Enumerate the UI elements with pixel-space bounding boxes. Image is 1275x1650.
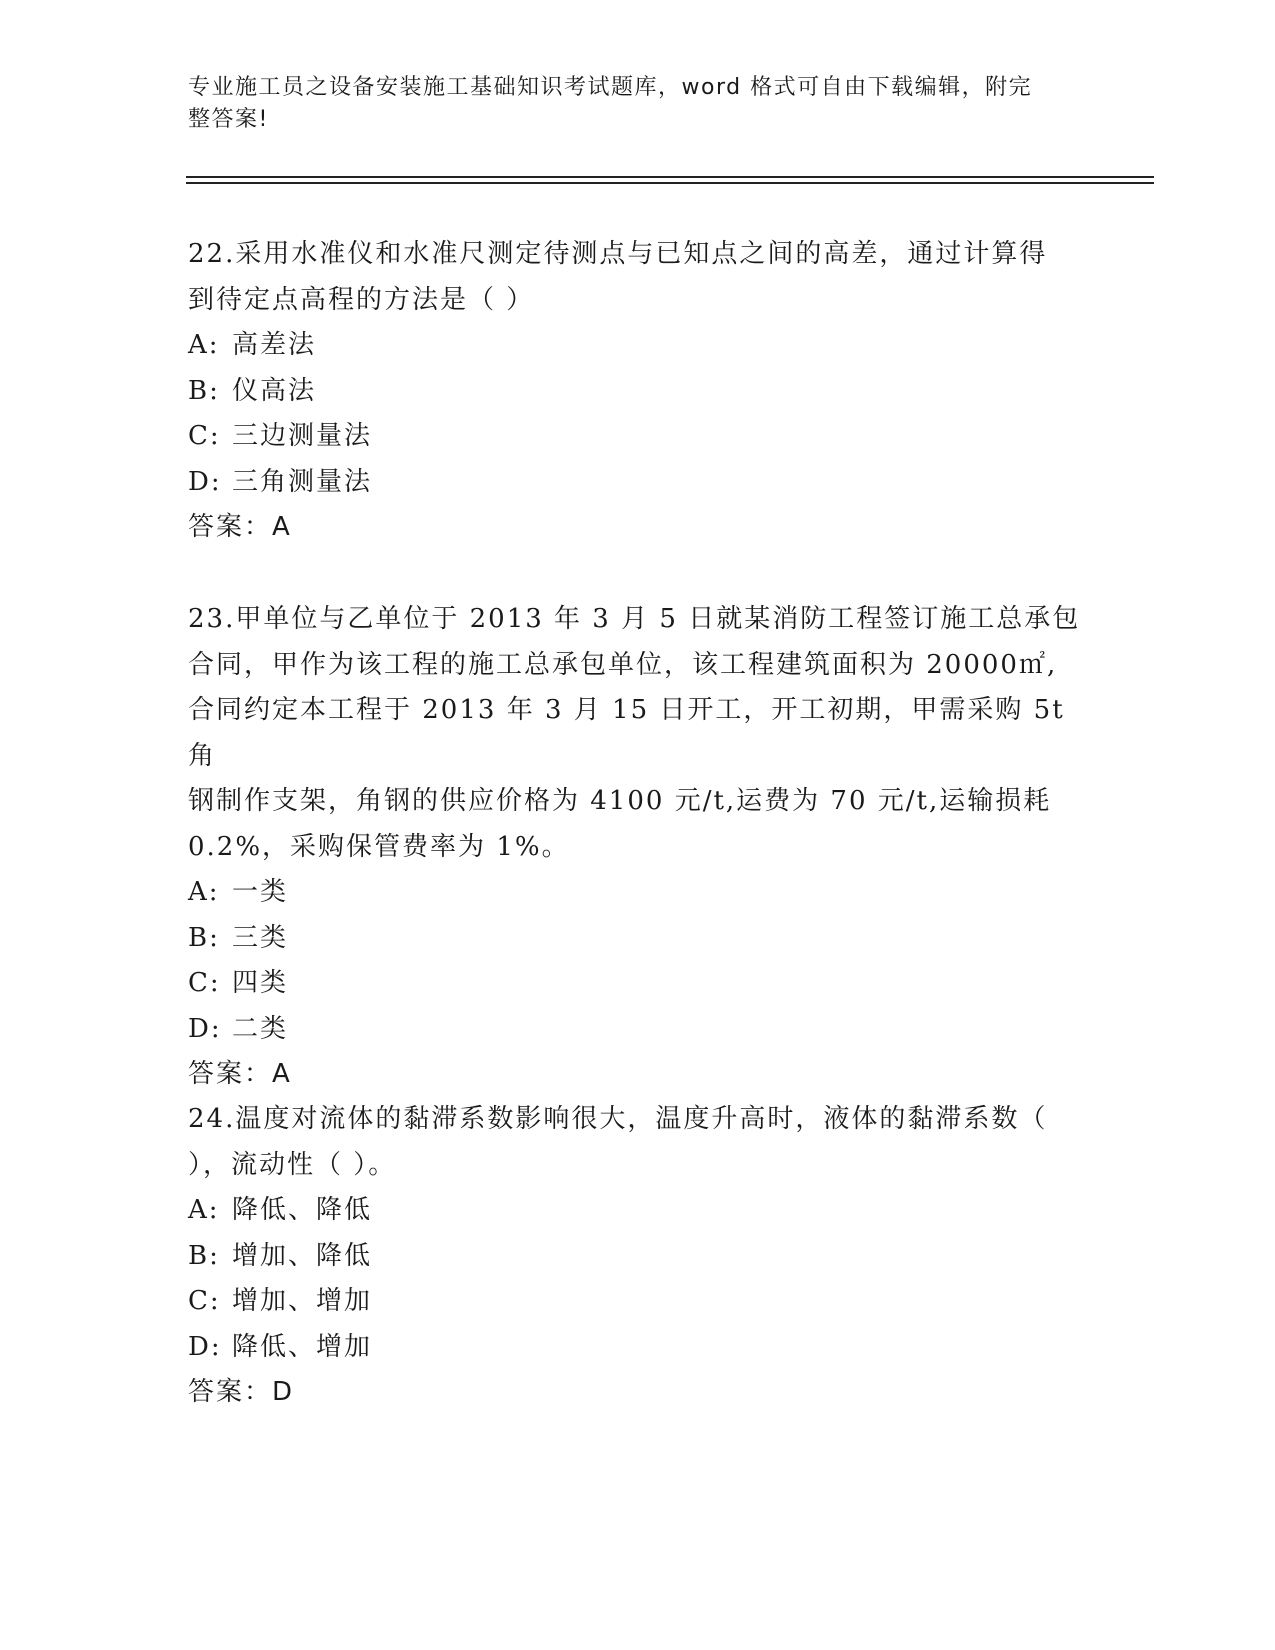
option-a (188, 323, 1088, 369)
question-stem-line: 合同，甲作为该工程的施工总承包单位，该工程建筑面积为 20000㎡, (188, 649, 1058, 680)
option-b (188, 916, 1088, 962)
header-divider-bottom (186, 182, 1154, 184)
option-letter: A: (188, 1195, 220, 1225)
option-text: 四类 (232, 968, 289, 998)
option-a (188, 1188, 1088, 1234)
option-d (188, 1325, 1088, 1371)
option-a (188, 870, 1088, 916)
option-text: 三类 (232, 922, 289, 953)
option-d (188, 460, 1088, 506)
question-stem-line: 24.温度对流体的黏滞系数影响很大，温度升高时，液体的黏滞系数（ (188, 1104, 1048, 1134)
question-stem-line: 到待定点高程的方法是（ ） (188, 284, 535, 315)
option-letter: D: (188, 1331, 222, 1362)
question-stem-line: ），流动性（ ）。 (188, 1149, 397, 1180)
option-text: 降低、增加 (232, 1331, 373, 1362)
question-stem-line: 合同约定本工程于 2013 年 3 月 15 日开工，开工初期，甲需采购 5t 角 (188, 695, 1065, 771)
option-text: 一类 (232, 877, 289, 907)
question-stem-line: 22.采用水准仪和水准尺测定待测点与已知点之间的高差，通过计算得 (188, 239, 1048, 269)
option-letter: B: (188, 922, 220, 953)
header-divider-top (186, 176, 1154, 178)
option-letter: D: (188, 1013, 222, 1044)
option-text: 二类 (232, 1013, 289, 1044)
option-text: 高差法 (232, 330, 317, 360)
option-letter: A: (188, 877, 220, 907)
option-c (188, 961, 1088, 1007)
option-b (188, 369, 1088, 415)
answer-line: 答案：A (188, 512, 292, 542)
option-text: 三角测量法 (232, 466, 373, 497)
option-c (188, 1279, 1088, 1325)
option-letter: B: (188, 1240, 220, 1271)
option-text: 仪高法 (232, 375, 317, 406)
option-text: 降低、降低 (232, 1195, 373, 1225)
option-text: 增加、增加 (232, 1286, 373, 1316)
option-d (188, 1007, 1088, 1053)
option-letter: C: (188, 1286, 221, 1316)
option-text: 增加、降低 (232, 1240, 373, 1271)
option-letter: C: (188, 421, 221, 451)
question-24 (188, 1097, 1088, 1416)
option-letter: B: (188, 375, 220, 406)
option-letter: A: (188, 330, 220, 360)
option-letter: D: (188, 466, 222, 497)
header-line-2: 整答案! (188, 107, 269, 132)
option-letter: C: (188, 968, 221, 998)
option-b (188, 1234, 1088, 1280)
answer-line: 答案：D (188, 1377, 295, 1407)
answer-line: 答案：A (188, 1059, 292, 1089)
question-23 (188, 597, 1088, 1098)
question-stem-line: 钢制作支架，角钢的供应价格为 4100 元/t,运费为 70 元/t,运输损耗 (188, 786, 1052, 816)
question-stem-line: 0.2%，采购保管费率为 1%。 (188, 831, 570, 862)
header-line-1: 专业施工员之设备安装施工基础知识考试题库，word 格式可自由下载编辑，附完 (188, 75, 1033, 100)
option-c (188, 414, 1088, 460)
question-stem-line: 23.甲单位与乙单位于 2013 年 3 月 5 日就某消防工程签订施工总承包 (188, 604, 1081, 634)
option-text: 三边测量法 (232, 421, 373, 451)
document-header (188, 72, 1068, 136)
question-22 (188, 232, 1088, 551)
